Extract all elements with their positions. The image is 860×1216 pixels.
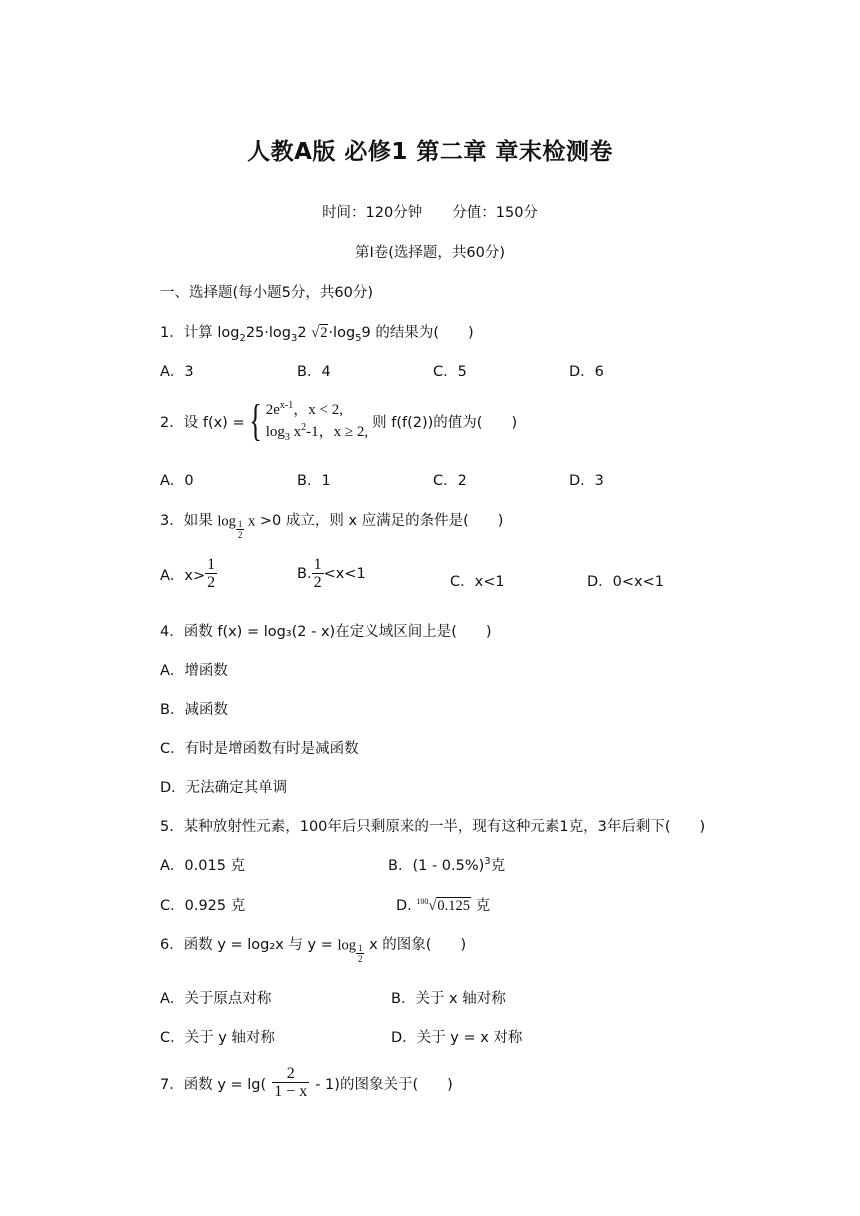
- question-5-option-b: B．(1 - 0.5%)$^3$克: [388, 856, 506, 874]
- question-1-option-b: B．4: [297, 364, 331, 380]
- question-4-option-c: C．有时是增函数有时是减函数: [160, 741, 359, 757]
- question-1-stem: 1．计算 $\log_225\cdot\log_32$ $√2\cdot\log_59$ 的结果为( ): [160, 325, 474, 344]
- question-3-option-d: D．0<x<1: [587, 574, 664, 590]
- question-5-stem: 5．某种放射性元素，100年后只剩原来的一半，现有这种元素1克，3年后剩下( ): [160, 819, 706, 835]
- page-title: 人教A版 必修1 第二章 章末检测卷: [247, 139, 613, 165]
- question-1-option-a: A．3: [160, 364, 194, 380]
- question-6-option-c: C．关于 y 轴对称: [160, 1030, 275, 1046]
- question-1-option-d: D．6: [569, 364, 604, 380]
- question-5-option-a: A．0.015 克: [160, 858, 246, 874]
- question-4-option-d: D．无法确定其单调: [160, 780, 288, 796]
- question-6-option-b: B．关于 x 轴对称: [391, 991, 506, 1007]
- question-1-option-c: C．5: [433, 364, 467, 380]
- question-4-option-b: B．减函数: [160, 702, 228, 718]
- question-3-option-c: C．x<1: [450, 574, 505, 590]
- question-2-option-a: A．0: [160, 473, 194, 489]
- question-2-stem: 2．设 f(x) = { $2e^{x-1}$，x < 2, $\log_3 x^2-1$，x ≥ 2, 则 f(f(2))的值为( ): [160, 396, 518, 445]
- part-heading: 第Ⅰ卷(选择题，共60分): [354, 245, 506, 261]
- piecewise-brace: {: [248, 396, 262, 445]
- question-5-option-c: C．0.925 克: [160, 898, 246, 914]
- question-4-stem: 4．函数 f(x) = log₃(2 - x)在定义域区间上是( ): [160, 624, 492, 640]
- question-7-stem: 7．函数 y = lg( $\frac{2}{1 - x}$ - 1)的图象关于( ): [160, 1065, 453, 1100]
- question-6-option-a: A．关于原点对称: [160, 991, 272, 1007]
- question-6-stem: 6．函数 y = log₂x 与 y = log $\frac{1}{2}$ x 的图象( ): [160, 937, 467, 964]
- piecewise-function: $2e^{x-1}$，x < 2, $\log_3 x^2-1$，x ≥ 2,: [265, 400, 369, 443]
- exam-time: 时间：120分钟: [322, 205, 423, 221]
- section-heading: 一、选择题(每小题5分，共60分): [160, 285, 373, 301]
- question-5-option-d: D. $^{100}$√0.125 克: [396, 897, 491, 914]
- question-6-option-d: D．关于 y = x 对称: [391, 1030, 523, 1046]
- question-3-option-a: A．x> $\frac{1}{2}$: [160, 556, 216, 591]
- question-3-stem: 3．如果 log $\frac{1}{2}$ x >0 成立，则 x 应满足的条件是( ): [160, 513, 504, 540]
- question-3-option-b: B. $\frac{1}{2}$ <x<1: [297, 556, 366, 591]
- exam-score: 分值：150分: [452, 205, 538, 221]
- question-2-option-d: D．3: [569, 473, 604, 489]
- question-2-option-b: B．1: [297, 473, 331, 489]
- question-4-option-a: A．增函数: [160, 663, 228, 679]
- question-2-option-c: C．2: [433, 473, 467, 489]
- exam-meta: [0, 201, 860, 222]
